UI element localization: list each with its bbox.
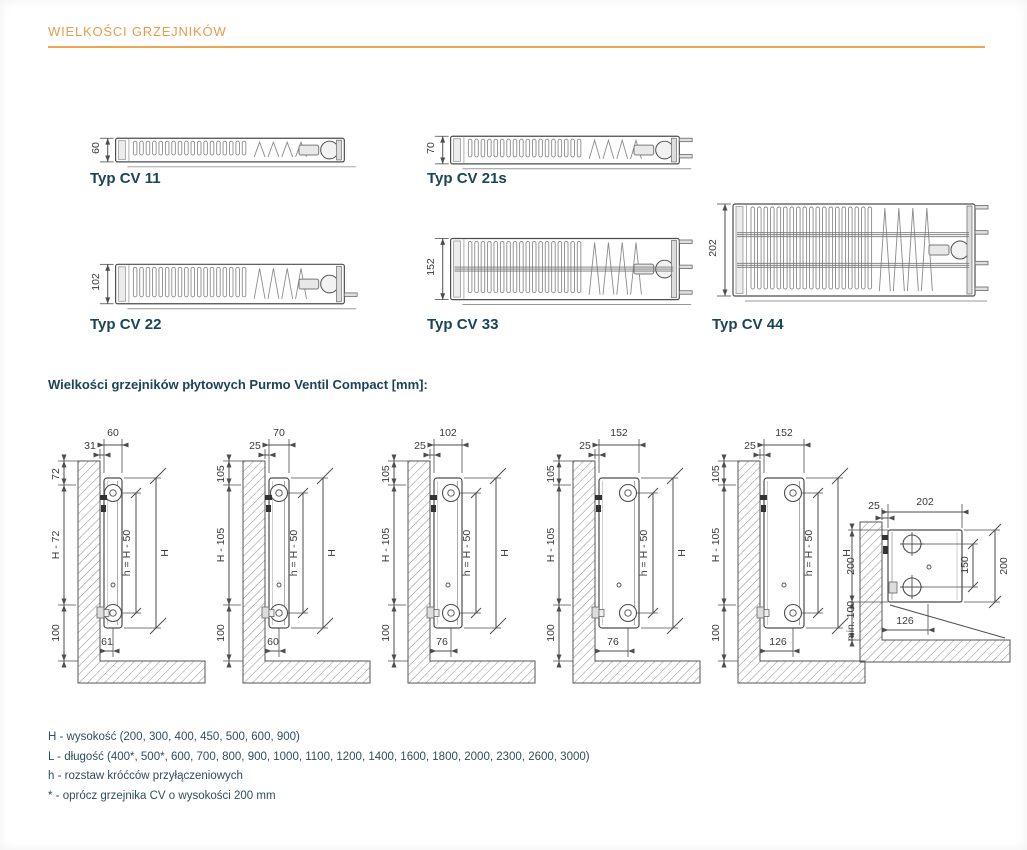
cross-section-cv22 [380, 423, 545, 690]
dim-height-left: 200 [845, 557, 857, 575]
dim-wall-bottom: 100 [380, 624, 392, 642]
dim-height: H [326, 549, 338, 557]
dim-height: H [841, 549, 853, 557]
section-heading: Wielkości grzejników płytowych Purmo Ventil Compact [mm]: [48, 377, 428, 392]
dim-wall-gap: 31 [84, 440, 96, 452]
legend-line-length: L - długość (400*, 500*, 600, 700, 800, 900, 1000, 1100, 1200, 1400, 1600, 1800, 2000, 2300, 2600, 3000) [48, 750, 590, 763]
dim-pipe-spacing: 150 [959, 556, 971, 574]
dim-wall-top: 105 [710, 465, 722, 483]
dim-height: H [676, 549, 688, 557]
radiator-top-view-drawing [88, 134, 368, 174]
dim-height-right: 200 [998, 557, 1010, 575]
type-label-cv11: Typ CV 11 [90, 170, 161, 187]
dim-bottom-offset: 126 [769, 636, 787, 648]
dim-wall-middle: H - 72 [50, 530, 62, 560]
type-label-cv22: Typ CV 22 [90, 316, 162, 333]
dim-height: H [159, 549, 171, 557]
dim-bottom-offset: 76 [436, 636, 448, 648]
dim-depth: 152 [425, 258, 437, 276]
plan-view-cv33 [423, 234, 703, 312]
side-section-200 [845, 452, 1027, 692]
type-label-cv33: Typ CV 33 [427, 316, 499, 333]
page-title: WIELKOŚCI GRZEJNIKÓW [48, 24, 227, 39]
dim-depth: 70 [273, 427, 285, 439]
dim-depth: 60 [90, 142, 102, 154]
dim-wall-top: 105 [380, 465, 392, 483]
dim-depth: 60 [107, 427, 119, 439]
dim-wall-middle: H - 105 [380, 527, 392, 563]
dim-wall-bottom: 100 [50, 624, 62, 642]
dim-depth: 202 [707, 239, 719, 257]
dim-wall-gap: 25 [414, 440, 426, 452]
type-label-cv44: Typ CV 44 [712, 316, 784, 333]
dim-depth: 202 [916, 496, 934, 508]
dim-depth: 102 [90, 273, 102, 291]
dim-wall-bottom: 100 [710, 624, 722, 642]
radiator-top-view-drawing [88, 260, 368, 316]
dim-wall-middle: H - 105 [710, 527, 722, 563]
dim-pipe-spacing: h = H - 50 [461, 529, 473, 577]
radiator-top-view-drawing [423, 234, 703, 312]
dim-height: H [499, 549, 511, 557]
dim-floor-clearance: min. 100 [845, 600, 857, 642]
legend-line-pipes: h - rozstaw króćców przyłączeniowych [48, 770, 243, 782]
dim-depth: 152 [610, 427, 628, 439]
dim-pipe-spacing: h = H - 50 [288, 529, 300, 577]
cross-section-cv21s [215, 423, 380, 690]
dim-wall-top: 72 [50, 468, 62, 480]
dim-depth: 152 [775, 427, 793, 439]
plan-view-cv44 [705, 200, 999, 308]
cross-section-cv11 [50, 423, 215, 690]
dim-bottom-offset: 126 [896, 615, 914, 627]
legend-line-note: * - oprócz grzejnika CV o wysokości 200 mm [48, 789, 276, 802]
dim-wall-gap: 25 [744, 440, 756, 452]
dim-depth: 70 [425, 142, 437, 154]
dim-bottom-offset: 76 [607, 636, 619, 648]
legend [48, 728, 590, 806]
dim-wall-bottom: 100 [215, 624, 227, 642]
plan-view-cv11 [88, 134, 368, 174]
type-label-cv21s: Typ CV 21s [427, 170, 507, 187]
plan-view-cv22 [88, 260, 368, 316]
dim-pipe-spacing: h = H - 50 [638, 529, 650, 577]
dim-bottom-offset: 60 [267, 636, 279, 648]
dim-wall-top: 105 [215, 465, 227, 483]
dim-depth: 102 [439, 427, 457, 439]
dim-pipe-spacing: h = H - 50 [121, 529, 133, 577]
title-underline [48, 46, 985, 48]
dim-wall-middle: H - 105 [545, 527, 557, 563]
radiator-top-view-drawing [705, 200, 999, 308]
dim-wall-middle: H - 105 [215, 527, 227, 563]
dim-wall-gap: 25 [579, 440, 591, 452]
dim-wall-gap: 25 [249, 440, 261, 452]
dim-wall-top: 105 [545, 465, 557, 483]
dim-pipe-spacing: h = H - 50 [803, 529, 815, 577]
cross-section-cv33 [545, 423, 710, 690]
dim-bottom-offset: 61 [101, 636, 113, 648]
legend-line-height: H - wysokość (200, 300, 400, 450, 500, 600, 900) [48, 731, 300, 743]
dim-wall-bottom: 100 [545, 624, 557, 642]
dim-wall-gap: 25 [868, 500, 880, 512]
